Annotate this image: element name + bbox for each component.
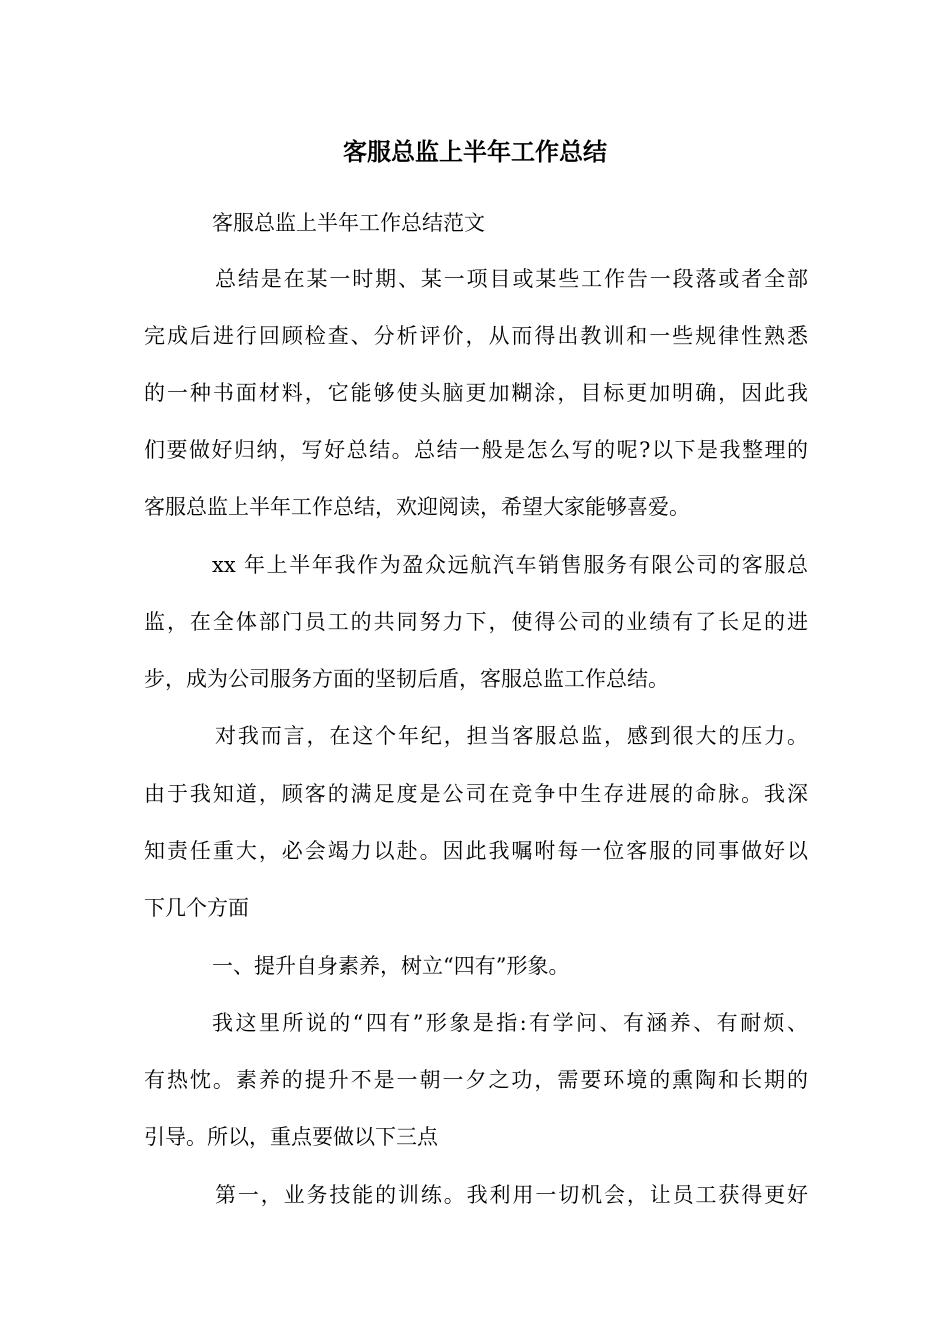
paragraph-5-line-1: 我这里所说的“四有”形象是指:有学问、有涵养、有耐烦、 [212, 1011, 808, 1035]
paragraph-5-line-2: 有热忱。素养的提升不是一朝一夕之功，需要环境的熏陶和长期的 [144, 1068, 808, 1092]
paragraph-3-line-1: 对我而言，在这个年纪，担当客服总监，感到很大的压力。 [215, 724, 808, 748]
section-heading-1: 一、提升自身素养，树立“四有”形象。 [212, 954, 570, 978]
paragraph-1-line-1: 总结是在某一时期、某一项目或某些工作告一段落或者全部 [215, 267, 808, 291]
paragraph-2-line-3: 步，成为公司服务方面的坚韧后盾，客服总监工作总结。 [144, 667, 669, 691]
paragraph-2-line-2: 监，在全体部门员工的共同努力下，使得公司的业绩有了长足的进 [144, 610, 808, 634]
document-subtitle: 客服总监上半年工作总结范文 [212, 211, 485, 235]
paragraph-2-line-1: xx 年上半年我作为盈众远航汽车销售服务有限公司的客服总 [212, 553, 808, 577]
paragraph-1-line-2: 完成后进行回顾检查、分析评价，从而得出教训和一些规律性熟悉 [144, 324, 808, 348]
paragraph-5-line-3: 引导。所以，重点要做以下三点 [144, 1125, 438, 1149]
paragraph-3-line-2: 由于我知道，顾客的满足度是公司在竞争中生存进展的命脉。我深 [144, 782, 808, 806]
paragraph-1-line-5: 客服总监上半年工作总结，欢迎阅读，希望大家能够喜爱。 [144, 495, 690, 519]
paragraph-1-line-3: 的一种书面材料，它能够使头脑更加糊涂，目标更加明确，因此我 [144, 381, 808, 405]
paragraph-3-line-4: 下几个方面 [144, 896, 249, 920]
document-title: 客服总监上半年工作总结 [343, 138, 607, 166]
paragraph-6-line-1: 第一，业务技能的训练。我利用一切机会，让员工获得更好 [215, 1183, 808, 1207]
paragraph-3-line-3: 知责任重大，必会竭力以赴。因此我嘱咐每一位客服的同事做好以 [144, 839, 808, 863]
paragraph-1-line-4: 们要做好归纳，写好总结。总结一般是怎么写的呢?以下是我整理的 [144, 438, 808, 462]
